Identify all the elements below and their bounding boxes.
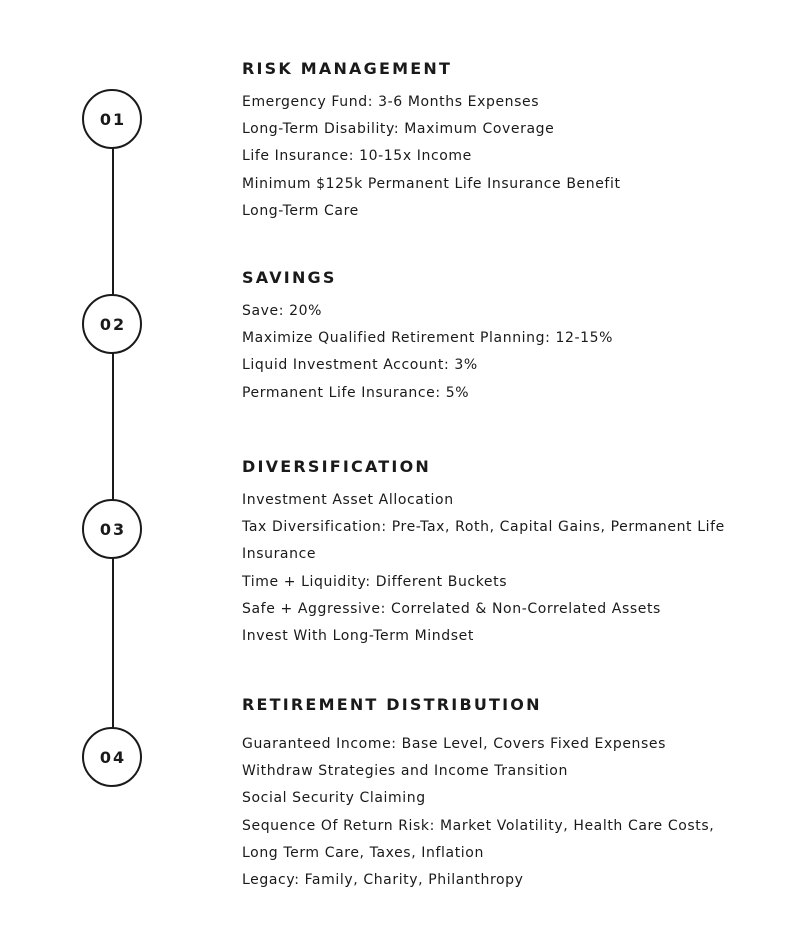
list-item: Safe + Aggressive: Correlated & Non-Correlated Assets	[242, 600, 661, 617]
list-item: Tax Diversification: Pre-Tax, Roth, Capital Gains, Permanent Life	[242, 519, 725, 536]
timeline-connector-line	[112, 120, 114, 756]
step-number: 04	[99, 747, 127, 767]
step-number: 01	[99, 109, 127, 129]
step-03-circle	[82, 499, 142, 559]
list-item: Long Term Care, Taxes, Inflation	[242, 844, 484, 861]
list-item: Minimum $125k Permanent Life Insurance Benefit	[242, 175, 621, 192]
list-item: Invest With Long-Term Mindset	[242, 628, 474, 645]
section-risk-management	[242, 59, 792, 225]
section-title: DIVERSIFICATION	[242, 457, 431, 476]
section-retirement-distribution	[242, 695, 792, 894]
list-item: Withdraw Strategies and Income Transition	[242, 763, 568, 780]
list-item: Legacy: Family, Charity, Philanthropy	[242, 872, 524, 889]
step-04-circle	[82, 727, 142, 787]
list-item: Liquid Investment Account: 3%	[242, 357, 478, 374]
section-title: RETIREMENT DISTRIBUTION	[242, 695, 542, 714]
section-title: SAVINGS	[242, 268, 337, 287]
step-01-circle	[82, 89, 142, 149]
list-item: Time + Liquidity: Different Buckets	[242, 573, 508, 590]
step-number: 02	[99, 314, 127, 334]
step-number: 03	[99, 519, 127, 539]
section-list	[242, 487, 792, 650]
list-item: Guaranteed Income: Base Level, Covers Fixed Expenses	[242, 736, 667, 752]
list-item: Long-Term Care	[242, 202, 359, 219]
list-item: Save: 20%	[242, 303, 323, 319]
list-item: Emergency Fund: 3-6 Months Expenses	[242, 94, 540, 110]
list-item: Insurance	[242, 546, 317, 563]
section-diversification	[242, 457, 792, 650]
list-item: Permanent Life Insurance: 5%	[242, 384, 470, 401]
list-item: Life Insurance: 10-15x Income	[242, 148, 472, 165]
section-list	[242, 731, 792, 894]
section-list	[242, 89, 792, 225]
step-02-circle	[82, 294, 142, 354]
list-item: Long-Term Disability: Maximum Coverage	[242, 121, 555, 138]
list-item: Investment Asset Allocation	[242, 492, 454, 508]
section-list	[242, 298, 792, 407]
list-item: Maximize Qualified Retirement Planning: 12-15%	[242, 330, 614, 347]
section-savings	[242, 268, 792, 407]
list-item: Sequence Of Return Risk: Market Volatility, Health Care Costs,	[242, 817, 715, 834]
section-title: RISK MANAGEMENT	[242, 59, 453, 78]
list-item: Social Security Claiming	[242, 790, 426, 807]
